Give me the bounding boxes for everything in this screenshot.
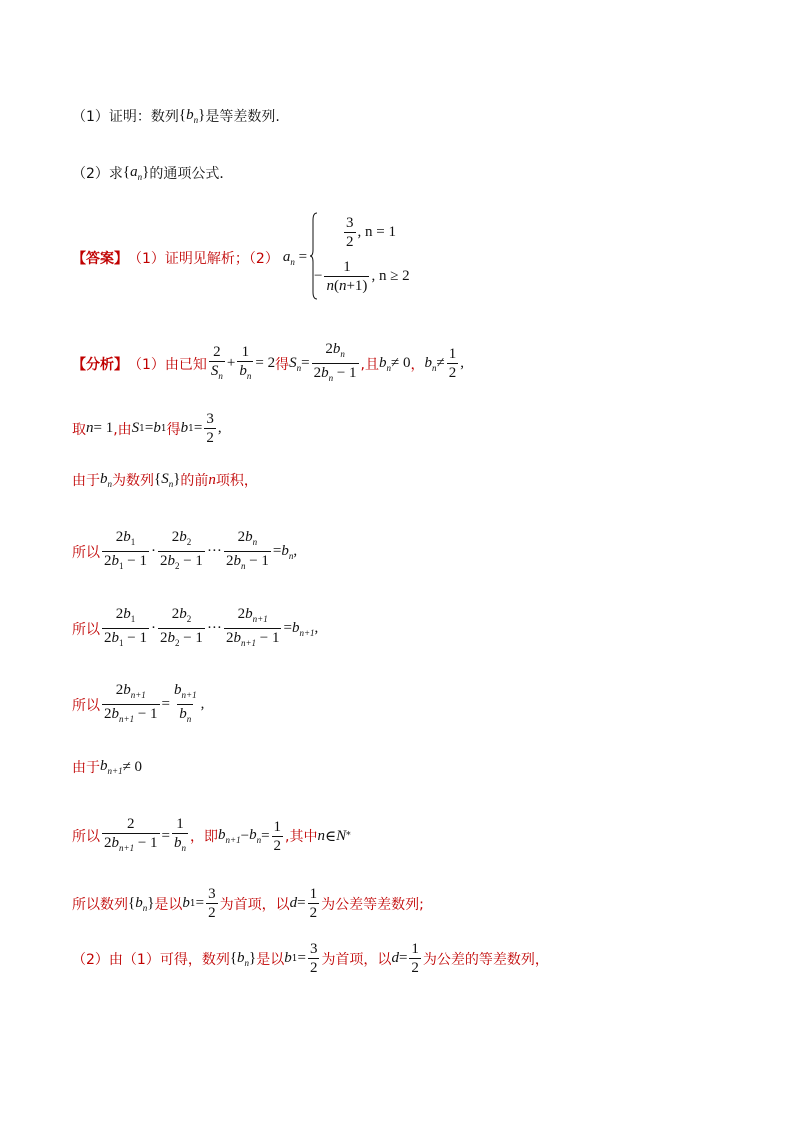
step-product-bn: 所以 $\frac{2b_1}{2b_1 - 1}$ · $\frac{2b_2}{2b_2 - 1}$ ··· $\frac{2b_n}{2b_n - 1}$ = $b_n$ , (72, 528, 297, 575)
math-set-bn: $\{b_n\}$ (178, 107, 206, 125)
step-take-n-1: 取 n = 1 ,由 S 1 = b 1 得 b 1 = $\frac{3}{2}$ , (72, 411, 222, 446)
fraction-1-n-n-plus-1: $\frac{1}{n(n+1)}$ (326, 259, 368, 294)
answer-tag: 【答案】 (72, 251, 128, 267)
step-part-2: （2）由（1）可得，数列 $\{b_n\}$ 是以 b 1 = $\frac{3}{2}$ 为首项，以 d = $\frac{1}{2}$ 为公差的等差数列， (72, 941, 549, 976)
answer-line (72, 248, 307, 268)
piecewise-case-1 (342, 214, 396, 251)
fraction-3-2: $\frac{3}{2}$ (346, 215, 354, 250)
answer-text: （1）证明见解析；（2） (128, 251, 279, 267)
step-difference: 所以 $\frac{2}{2b_{n+1} - 1}$ = $\frac{1}{b_n}$ ，即 $b_{n+1}$ − $b_n$ = $\frac{1}{2}$ ,其中 n ∈ N * (72, 815, 351, 857)
math-an: $a_n$ = (282, 249, 308, 267)
analysis-comma: ， (410, 356, 425, 373)
case-1-condition: , n = 1 (357, 224, 396, 240)
case-2-condition: , n ≥ 2 (371, 268, 410, 284)
step-since-bn: 由于 $b_n$ 为数列 $\{S_n\}$ 的前 n 项积， (72, 471, 258, 489)
question-2-tail: 的通项公式． (149, 166, 234, 182)
math-set-an: $\{a_n\}$ (122, 164, 150, 182)
step-nonzero: 由于 $b_{n+1}$ ≠ 0 (72, 758, 143, 776)
step-ratio: 所以 $\frac{2b_{n+1}}{2b_{n+1} - 1}$ = $\frac{b_{n+1}}{b_n}$ , (72, 681, 204, 728)
analysis-and: ,且 (360, 356, 379, 373)
step-product-bn-plus-1: 所以 $\frac{2b_1}{2b_1 - 1}$ · $\frac{2b_2}{2b_2 - 1}$ ··· $\frac{2b_{n+1}}{2b_{n+1} - 1}$ = $b_{n+1}$ , (72, 605, 318, 652)
question-1-label: （1）证明：数列 (72, 109, 179, 125)
step-conclusion: 所以数列 $\{b_n\}$ 是以 b 1 = $\frac{3}{2}$ 为首项，以 d = $\frac{1}{2}$ 为公差等差数列; (72, 886, 424, 921)
analysis-line: 【分析】 （1）由已知 $\frac{2}{S_n}$ + $\frac{1}{b_n}$ = 2 得 $S_n$ = $\frac{2b_n}{2b_n - 1}$ ,且 $b_n$ ≠ 0 ， $b_n$ ≠ $\frac{1}{2}$ , (72, 340, 464, 387)
piecewise-case-2: − $\frac{1}{n(n+1)}$ , n ≥ 2 (314, 259, 410, 294)
question-2 (72, 163, 233, 183)
analysis-intro: （1）由已知 (128, 356, 207, 373)
analysis-tag: 【分析】 (72, 356, 128, 373)
question-1-tail: 是等差数列. (205, 109, 280, 125)
question-1 (72, 106, 280, 126)
question-2-label: （2）求 (72, 166, 123, 182)
analysis-get: 得 (275, 356, 290, 373)
